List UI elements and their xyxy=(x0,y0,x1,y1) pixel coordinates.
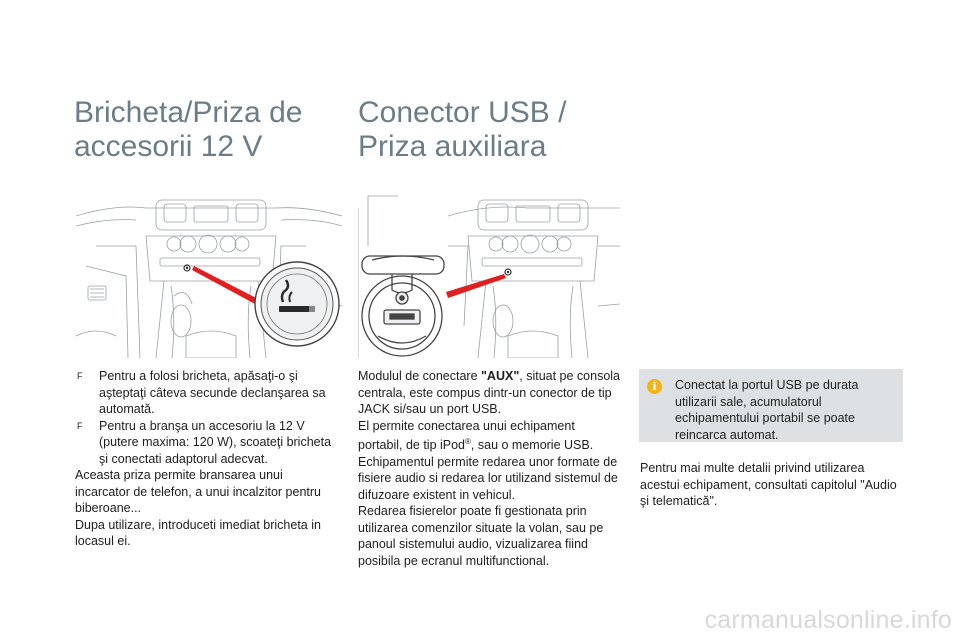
usb-title-line2: Priza auxiliara xyxy=(358,130,547,163)
lighter-title-line2: accesorii 12 V xyxy=(74,130,263,163)
info-note-text: Conectat la portul USB pe durata utilizarii sale, acumulatorul echipamentului portabil se poate reincarca automat. xyxy=(675,378,859,442)
lighter-instructions xyxy=(75,368,337,550)
more-info-paragraph: Pentru mai multe detalii privind utilizarea acestui echipament, consultati capitolul "Audio şi telematică". xyxy=(640,461,897,508)
aux-port-marker xyxy=(505,269,511,275)
usb-device-end: , sau o memorie USB. xyxy=(470,438,594,453)
usb-intro-start: Modulul de conectare xyxy=(358,369,481,383)
usb-intro-end: , situat pe consola centrala, este compus dintr-un conector de tip JACK si/sau un port USB. xyxy=(358,369,621,416)
usb-section-title xyxy=(358,96,566,164)
bullet-text: Pentru a branşa un accesoriu la 12 V (putere maxima: 120 W), scoateţi bricheta şi conectati adaptorul adecvat. xyxy=(99,418,332,466)
lighter-closeup xyxy=(255,262,339,346)
lighter-section-title xyxy=(74,96,302,164)
usb-description xyxy=(358,368,622,569)
usb-pointer-arrow xyxy=(446,274,506,298)
bullet-marker: F xyxy=(77,420,83,431)
usb-intro-paragraph xyxy=(358,368,622,418)
registered-mark: ® xyxy=(465,437,471,446)
usb-aux-illustration xyxy=(358,186,620,358)
watermark-text: carmanualsonline.info xyxy=(704,606,952,634)
info-icon: i xyxy=(647,379,662,394)
usb-title-line1: Conector USB / xyxy=(358,96,567,129)
usb-controls-paragraph: Redarea fisierelor poate fi gestionata prin utilizarea comenzilor situate la volan, sau pe panoul sistemului audio, vizualizarea fiind posibila pe ecranul multifunctional. xyxy=(358,504,604,568)
usb-device-paragraph xyxy=(358,418,622,454)
aux-label: "AUX" xyxy=(481,369,520,383)
aux-connector-closeup xyxy=(362,256,444,356)
bullet-marker: F xyxy=(77,371,83,381)
lighter-title-line1: Bricheta/Priza de xyxy=(74,96,303,129)
usb-console-drawing xyxy=(358,186,620,358)
lighter-bullet-1 xyxy=(75,368,337,418)
lighter-illustration xyxy=(76,186,342,358)
info-note-box xyxy=(639,369,903,442)
lighter-paragraph-usage: Aceasta priza permite bransarea unui incarcator de telefon, a unui incalzitor pentru biberoane... xyxy=(75,468,321,515)
bullet-text: Pentru a folosi bricheta, apăsaţi-o şi aşteptaţi câteva secunde declanşarea sa automată. xyxy=(99,369,326,416)
usb-device-start: El permite conectarea unui echipament portabil, de tip iPod xyxy=(358,418,575,453)
usb-playback-paragraph: Echipamentul permite redarea unor formate de fisiere audio si redarea lor utilizand sistemul de difuzoare existent in vehicul. xyxy=(358,454,618,502)
lighter-console-drawing xyxy=(76,186,342,358)
lighter-paragraph-after-use: Dupa utilizare, introduceti imediat bricheta in locasul ei. xyxy=(75,517,321,548)
lighter-bullet-2 xyxy=(75,418,337,468)
